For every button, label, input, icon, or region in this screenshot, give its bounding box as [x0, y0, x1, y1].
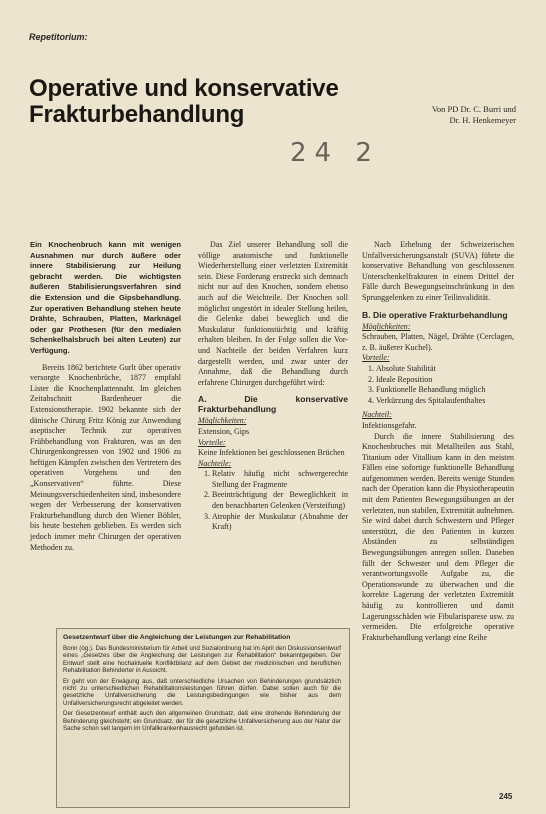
article-title: [29, 76, 339, 128]
label-vorteile: Vorteile:: [198, 437, 226, 447]
page-number: 245: [499, 792, 513, 801]
text-nachteil: Infektionsgefahr.: [362, 420, 417, 430]
handwritten-note: 24 2: [290, 138, 380, 168]
authors-line-2: Dr. H. Henkemeyer: [449, 115, 516, 125]
text-vorteile: Keine Infektionen bei geschlossenen Brüchen: [198, 448, 345, 458]
news-box-body: [63, 645, 341, 735]
text-moeglichkeiten: Extension, Gips: [198, 426, 250, 436]
column-2: [198, 240, 348, 537]
column-3: [362, 240, 514, 649]
label-moeglichkeiten: Möglichkeiten:: [198, 416, 247, 426]
list-nachteile: [198, 469, 348, 533]
list-item: 2. Ideale Reposition: [376, 375, 514, 386]
text-moeglichkeiten: Schrauben, Platten, Nägel, Drähte (Cerclagen, z. B. äußerer Kuchel).: [362, 332, 514, 352]
heading-conservative: A. Die konservative Frakturbehandlung: [198, 394, 348, 415]
column-1: [30, 240, 181, 559]
list-item: 3. Funktionelle Behandlung möglich: [376, 385, 514, 396]
list-item: 4. Verkürzung des Spitalaufenthaltes: [376, 396, 514, 407]
authors: [432, 104, 516, 126]
news-box-title: Gesetzentwurf über die Angleichung der Leistungen zur Rehabilitation: [63, 634, 291, 641]
list-item: 2. Beeinträchtigung der Beweglichkeit in den benachbarten Gelenken (Versteifung): [212, 490, 348, 511]
title-line-2: Frakturbehandlung: [29, 101, 245, 128]
news-paragraph: Der Gesetzentwurf enthält auch den allgemeinen Grundsatz, daß eine drohende Behinderung der Behinderung gleichsteht; ein Grundsatz, der für die gesetzliche Unfallversicherung aus der Natur der Sache schon seit langem im Unfallkrankenhausrecht gefunden ist.: [63, 710, 341, 733]
list-item: 1. Relativ häufig nicht schwergerechte Stellung der Fragmente: [212, 469, 348, 490]
paragraph: Nach Erhebung der Schweizerischen Unfallversicherungsanstalt (SUVA) führte die konservative Behandlung von geschlossenen Unterschenkelfrakturen in einem Drittel der Fälle durch Bewegungseinschränkung in den Sprunggelenken zu einer Teilinvalidität.: [362, 240, 514, 302]
paragraph: Das Ziel unserer Behandlung soll die völlige anatomische und funktionelle Wiederherstellung einer verletzten Extremität sein. Diese Forderung erstreckt sich demnach nicht nur auf den Knochen, sondern ebenso auch auf die Weichteile. Der Knochen soll möglichst ungestört in idealer Stellung heilen, die Gelenke dabei beweglich und die Muskulatur funktionstüchtig und kräftig erhalten bleiben. In der Folge sollen die Vor- und Nachteile der beiden Verfahren kurz dargestellt werden, und zwar unter der Annahme, daß die Behandlung durch erfahrene Chirurgen durchgeführt wird:: [198, 240, 348, 387]
list-item: 3. Atrophie der Muskulatur (Abnahme der Kraft): [212, 512, 348, 533]
heading-operative: B. Die operative Frakturbehandlung: [362, 309, 508, 320]
lead-paragraph: Ein Knochenbruch kann mit wenigen Ausnahmen nur durch äußere oder innere Stabilisierung zur Heilung gebracht werden. Die wichtigsten äußeren Stabilisierungsverfahren sind die Extension und die Gipsbehandlung. Zur operativen Behandlung stehen heute Drähte, Schrauben, Platten, Marknägel oder gar Prothesen (für den medialen Schenkelhalsbruch bei alten Leuten) zur Verfügung.: [30, 240, 181, 355]
news-paragraph: Er geht von der Erwägung aus, daß unterschiedliche Ursachen von Behinderungen grundsätzlich nicht zu unterschiedlichen Rehabilitationsleistungen führen dürfen. Dabei sollen auch für die gesetzliche Unfallversicherung die Leistungsbedingungen wie bisher aus dem Unfallversicherungsrecht abgeleitet werden.: [63, 677, 341, 707]
title-line-1: Operative und konservative: [29, 75, 339, 102]
label-nachteil: Nachteil:: [362, 410, 392, 420]
authors-line-1: Von PD Dr. C. Burri und: [431, 104, 516, 114]
list-item: 1. Absolute Stabilität: [376, 364, 514, 375]
list-vorteile: [362, 364, 514, 406]
label-moeglichkeiten: Möglichkeiten:: [362, 321, 411, 331]
label-nachteile: Nachteile:: [198, 458, 232, 468]
news-box: [56, 628, 350, 808]
section-label: Repetitorium:: [29, 32, 88, 42]
news-paragraph: Bonn (ög.). Das Bundesministerium für Arbeit und Sozialordnung hat im April den Diskussionsentwurf eines „Gesetzes über die Angleichung der Leistungen zur Rehabilitation“ bekanntgegeben. Der Entwurf stellt eine hochaktuelle Konfliktbilanz auf dem Gebiet der medizinischen und beruflichen Rehabilitation Behinderter in Aussicht.: [63, 645, 341, 675]
paragraph: Durch die innere Stabilisierung des Knochenbruches mit Metallteilen aus Stahl, Titanium oder Vitallium kann in den meisten Fällen eine sofortige funktionelle Behandlung aufgenommen werden. Bereits wenige Stunden nach der Operation kann die Physiotherapeutin mit dem Patienten Bewegungsübungen an der verletzten, nun stabilen, Extremität aufnehmen. Sie wird dabei durch Schwestern und Pfleger unterstützt, die den Patienten in kurzen Abständen zu selbständigen Bewegungsübungen anregen sollen. Daneben fällt der Schwester und dem Pfleger die verantwortungsvolle Aufgabe zu, die Operationswunde zu überwachen und die korrekte Lagerung der verletzten Extremität häufig zu kontrollieren und damit Lagerungsschäden wie Fibularisparese usw. zu vermeiden. Die erfolgreiche operative Frakturbehandlung verlangt eine Reihe: [362, 431, 514, 642]
paragraph: Bereits 1862 berichtete Gurlt über operativ versorgte Knochenbrüche, 1877 empfahl Lister die Knochenplattennaht. Im gleichen Zeitabschnitt Bardenheuer die Extensionstherapie. 1902 bekannte sich der dänische Chirurg Fritz König zur Anwendung aseptischer Technik zur operativen Frühbehandlung von Frakturen, was an den Chirurgenkongressen von 1902 und 1906 zu heftigen Kämpfen zwischen den Vertretern des operativen Vorgehens und den „Konservativen“ führte. Diese Meinungsverschiedenheiten sind, insbesondere wegen der Verbesserung der konservativen Frakturbehandlung durch den Wiener Böhler, bis heute bestehen geblieben. Es werden sich jedoch immer mehr Chirurgen der operativen Methoden zu.: [30, 362, 181, 552]
label-vorteile: Vorteile:: [362, 353, 390, 363]
